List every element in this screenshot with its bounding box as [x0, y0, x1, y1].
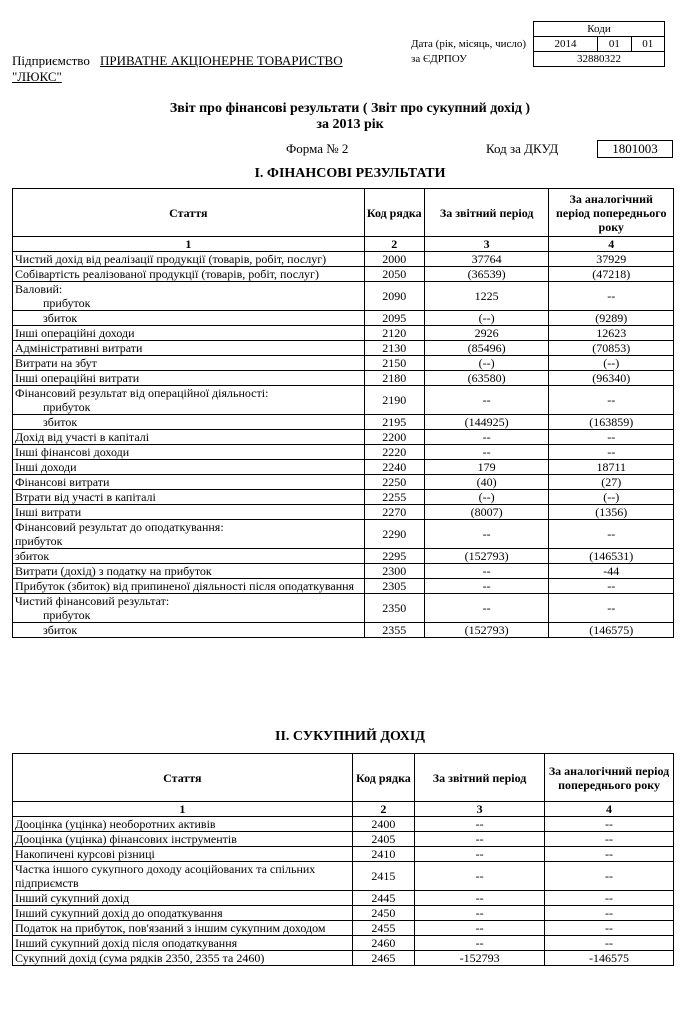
row-article [13, 445, 365, 460]
col-number: 1 [13, 802, 353, 817]
row-article [13, 891, 353, 906]
row-previous: -44 [549, 564, 674, 579]
row-previous: -- [545, 936, 674, 951]
row-article [13, 951, 353, 966]
row-code: 2095 [364, 311, 424, 326]
row-article [13, 371, 365, 386]
row-article [13, 817, 353, 832]
row-article-text: збиток [15, 549, 50, 563]
row-previous: 18711 [549, 460, 674, 475]
row-code: 2220 [364, 445, 424, 460]
row-code: 2355 [364, 623, 424, 638]
section1-title: I. ФІНАНСОВІ РЕЗУЛЬТАТИ [254, 166, 446, 181]
row-article [13, 906, 353, 921]
row-code: 2150 [364, 356, 424, 371]
row-current: -- [415, 847, 545, 862]
table-row [13, 564, 674, 579]
row-article [13, 564, 365, 579]
col-number: 4 [545, 802, 674, 817]
row-previous: -146575 [545, 951, 674, 966]
row-article-text: Інші витрати [15, 505, 82, 519]
row-article-subtext: прибуток [43, 296, 91, 310]
table-row [13, 832, 674, 847]
table-row [13, 475, 674, 490]
table-row [13, 951, 674, 966]
header-current: За звітний період [415, 754, 545, 802]
header-article: Стаття [13, 189, 365, 237]
dkud-label: Код за ДКУД [486, 141, 559, 156]
header-code: Код рядка [364, 189, 424, 237]
col-number: 2 [352, 802, 414, 817]
row-code: 2290 [364, 520, 424, 549]
row-previous: (96340) [549, 371, 674, 386]
table-row [13, 415, 674, 430]
table-row [13, 252, 674, 267]
row-article [13, 862, 353, 891]
row-article-text: Дооцінка (уцінка) необоротних активів [15, 817, 216, 831]
table-row [13, 326, 674, 341]
row-article [13, 430, 365, 445]
row-article [13, 267, 365, 282]
row-code: 2190 [364, 386, 424, 415]
table-row [13, 267, 674, 282]
row-article-text: Податок на прибуток, пов'язаний з іншим сукупним доходом [15, 921, 326, 935]
table-row [13, 891, 674, 906]
row-code: 2455 [352, 921, 414, 936]
dkud-value: 1801003 [597, 140, 673, 158]
row-code: 2130 [364, 341, 424, 356]
row-code: 2445 [352, 891, 414, 906]
row-article-text: Частка іншого сукупного доходу асоційованих та спільних підприємств [15, 862, 316, 890]
table-row [13, 594, 674, 623]
row-code: 2255 [364, 490, 424, 505]
row-previous: -- [545, 921, 674, 936]
row-article [13, 936, 353, 951]
row-code: 2250 [364, 475, 424, 490]
row-article-text: Фінансовий результат від операційної діяльності: [15, 386, 269, 400]
row-previous: -- [549, 594, 674, 623]
row-code: 2050 [364, 267, 424, 282]
row-article [13, 847, 353, 862]
header-article: Стаття [13, 754, 353, 802]
row-current: (144925) [424, 415, 549, 430]
row-current: 179 [424, 460, 549, 475]
row-code: 2200 [364, 430, 424, 445]
row-previous: -- [545, 832, 674, 847]
row-article-subtext: прибуток [43, 400, 91, 414]
row-code: 2465 [352, 951, 414, 966]
row-article-subtext: прибуток [43, 608, 91, 622]
row-code: 2180 [364, 371, 424, 386]
row-current: (--) [424, 490, 549, 505]
row-current: (63580) [424, 371, 549, 386]
row-article-text: Валовий: [15, 282, 63, 296]
row-previous: -- [545, 891, 674, 906]
row-previous: 37929 [549, 252, 674, 267]
row-code: 2295 [364, 549, 424, 564]
header-previous: За аналогічний період попереднього року [549, 189, 674, 237]
row-article-text: Інші операційні доходи [15, 326, 135, 340]
table-row [13, 847, 674, 862]
row-previous: -- [545, 862, 674, 891]
row-article-text: Накопичені курсові різниці [15, 847, 155, 861]
row-article [13, 921, 353, 936]
col-number: 2 [364, 237, 424, 252]
row-article-text: Витрати на збут [15, 356, 97, 370]
form-label: Форма № 2 [286, 141, 349, 156]
row-article [13, 415, 365, 430]
date-day: 01 [631, 37, 664, 52]
edrpou-label: за ЄДРПОУ [411, 53, 467, 65]
row-current: -- [424, 564, 549, 579]
enterprise-name-line1: ПРИВАТНЕ АКЦІОНЕРНЕ ТОВАРИСТВО [100, 53, 343, 68]
table-row [13, 341, 674, 356]
row-previous: (9289) [549, 311, 674, 326]
row-article [13, 520, 365, 549]
row-article-text: Прибуток (збиток) від припиненої діяльності після оподаткування [15, 579, 355, 593]
row-code: 2405 [352, 832, 414, 847]
header-code: Код рядка [352, 754, 414, 802]
table-row [13, 430, 674, 445]
table-row [13, 520, 674, 549]
table-row [13, 356, 674, 371]
row-article [13, 475, 365, 490]
row-code: 2415 [352, 862, 414, 891]
table-row [13, 490, 674, 505]
financial-results-table [12, 188, 674, 638]
row-previous: -- [549, 386, 674, 415]
date-month: 01 [598, 37, 631, 52]
row-article-text: Інший сукупний дохід до оподаткування [15, 906, 223, 920]
row-article [13, 356, 365, 371]
row-code: 2305 [364, 579, 424, 594]
row-article-text: Фінансовий результат до оподаткування: [15, 520, 224, 534]
row-current: -- [424, 386, 549, 415]
row-article [13, 832, 353, 847]
row-code: 2350 [364, 594, 424, 623]
date-label: Дата (рік, місяць, число) [411, 38, 527, 50]
enterprise-label: Підприємство [12, 53, 90, 68]
table-row [13, 505, 674, 520]
row-previous: (163859) [549, 415, 674, 430]
row-article-text: збиток [43, 311, 78, 325]
date-year: 2014 [534, 37, 598, 52]
row-article-text: Інші фінансові доходи [15, 445, 130, 459]
row-article-text: Чистий дохід від реалізації продукції (товарів, робіт, послуг) [15, 252, 327, 266]
row-previous: -- [545, 847, 674, 862]
row-previous: -- [545, 906, 674, 921]
row-previous: (1356) [549, 505, 674, 520]
header-current: За звітний період [424, 189, 549, 237]
row-article [13, 326, 365, 341]
edrpou-value: 32880322 [534, 52, 665, 67]
codes-label: Коди [534, 22, 665, 37]
row-article-text: Інші доходи [15, 460, 77, 474]
row-article-subtext: прибуток [15, 534, 63, 548]
row-current: -- [415, 891, 545, 906]
row-previous: (47218) [549, 267, 674, 282]
row-code: 2300 [364, 564, 424, 579]
row-article-text: збиток [43, 415, 78, 429]
row-current: (8007) [424, 505, 549, 520]
row-article [13, 490, 365, 505]
row-code: 2195 [364, 415, 424, 430]
row-article [13, 505, 365, 520]
row-article-text: збиток [43, 623, 78, 637]
table-row [13, 386, 674, 415]
col-number: 3 [415, 802, 545, 817]
row-current: (152793) [424, 549, 549, 564]
row-current: (40) [424, 475, 549, 490]
row-article-text: Дооцінка (уцінка) фінансових інструментів [15, 832, 237, 846]
row-previous: (27) [549, 475, 674, 490]
row-article-text: Інший сукупний дохід після оподаткування [15, 936, 238, 950]
row-current: (85496) [424, 341, 549, 356]
row-article-text: Фінансові витрати [15, 475, 110, 489]
table-row [13, 817, 674, 832]
row-previous: (146531) [549, 549, 674, 564]
row-code: 2460 [352, 936, 414, 951]
row-current: -- [415, 936, 545, 951]
row-previous: (--) [549, 490, 674, 505]
row-current: -- [415, 906, 545, 921]
row-previous: (--) [549, 356, 674, 371]
row-article-text: Дохід від участі в капіталі [15, 430, 150, 444]
table-row [13, 282, 674, 311]
codes-box [533, 21, 665, 67]
row-code: 2410 [352, 847, 414, 862]
table-row [13, 906, 674, 921]
row-article [13, 579, 365, 594]
table-row [13, 371, 674, 386]
col-number: 1 [13, 237, 365, 252]
col-number: 4 [549, 237, 674, 252]
enterprise-name-line2: "ЛЮКС" [12, 69, 62, 84]
row-current: -- [424, 594, 549, 623]
table-row [13, 445, 674, 460]
row-current: (--) [424, 356, 549, 371]
row-current: -- [424, 445, 549, 460]
table-row [13, 921, 674, 936]
row-article-text: Інші операційні витрати [15, 371, 140, 385]
row-previous: 12623 [549, 326, 674, 341]
row-article [13, 252, 365, 267]
row-article-text: Втрати від участі в капіталі [15, 490, 156, 504]
row-current: -- [424, 430, 549, 445]
row-code: 2270 [364, 505, 424, 520]
row-article-text: Собівартість реалізованої продукції (товарів, робіт, послуг) [15, 267, 319, 281]
row-article [13, 341, 365, 356]
row-previous: (70853) [549, 341, 674, 356]
row-current: 1225 [424, 282, 549, 311]
row-current: 37764 [424, 252, 549, 267]
row-article [13, 460, 365, 475]
row-article-text: Чистий фінансовий результат: [15, 594, 170, 608]
table-row [13, 623, 674, 638]
row-previous: (146575) [549, 623, 674, 638]
row-previous: -- [549, 579, 674, 594]
row-code: 2120 [364, 326, 424, 341]
row-code: 2450 [352, 906, 414, 921]
row-current: -- [415, 832, 545, 847]
row-article [13, 623, 365, 638]
row-article-text: Сукупний дохід (сума рядків 2350, 2355 та 2460) [15, 951, 265, 965]
table-row [13, 460, 674, 475]
row-code: 2400 [352, 817, 414, 832]
row-current: -- [415, 921, 545, 936]
row-code: 2090 [364, 282, 424, 311]
table-row [13, 311, 674, 326]
comprehensive-income-table [12, 753, 674, 966]
table-row [13, 862, 674, 891]
report-title-line1: Звіт про фінансові результати ( Звіт про сукупний дохід ) [169, 101, 531, 116]
row-current: -- [424, 579, 549, 594]
row-current: -152793 [415, 951, 545, 966]
row-previous: -- [549, 445, 674, 460]
row-current: 2926 [424, 326, 549, 341]
row-article [13, 594, 365, 623]
row-current: (--) [424, 311, 549, 326]
row-previous: -- [549, 430, 674, 445]
header-previous: За аналогічний період попереднього року [545, 754, 674, 802]
row-previous: -- [545, 817, 674, 832]
row-current: -- [415, 817, 545, 832]
row-previous: -- [549, 282, 674, 311]
row-previous: -- [549, 520, 674, 549]
row-current: (152793) [424, 623, 549, 638]
row-code: 2000 [364, 252, 424, 267]
row-article-text: Витрати (дохід) з податку на прибуток [15, 564, 212, 578]
table-row [13, 936, 674, 951]
row-current: (36539) [424, 267, 549, 282]
row-article [13, 282, 365, 311]
row-current: -- [415, 862, 545, 891]
table-row [13, 549, 674, 564]
col-number: 3 [424, 237, 549, 252]
row-current: -- [424, 520, 549, 549]
row-article-text: Адміністративні витрати [15, 341, 143, 355]
table-row [13, 579, 674, 594]
section2-title: II. СУКУПНИЙ ДОХІД [275, 729, 425, 744]
report-title-line2: за 2013 рік [316, 117, 384, 132]
row-article [13, 311, 365, 326]
row-article [13, 386, 365, 415]
row-code: 2240 [364, 460, 424, 475]
row-article-text: Інший сукупний дохід [15, 891, 130, 905]
row-article [13, 549, 365, 564]
